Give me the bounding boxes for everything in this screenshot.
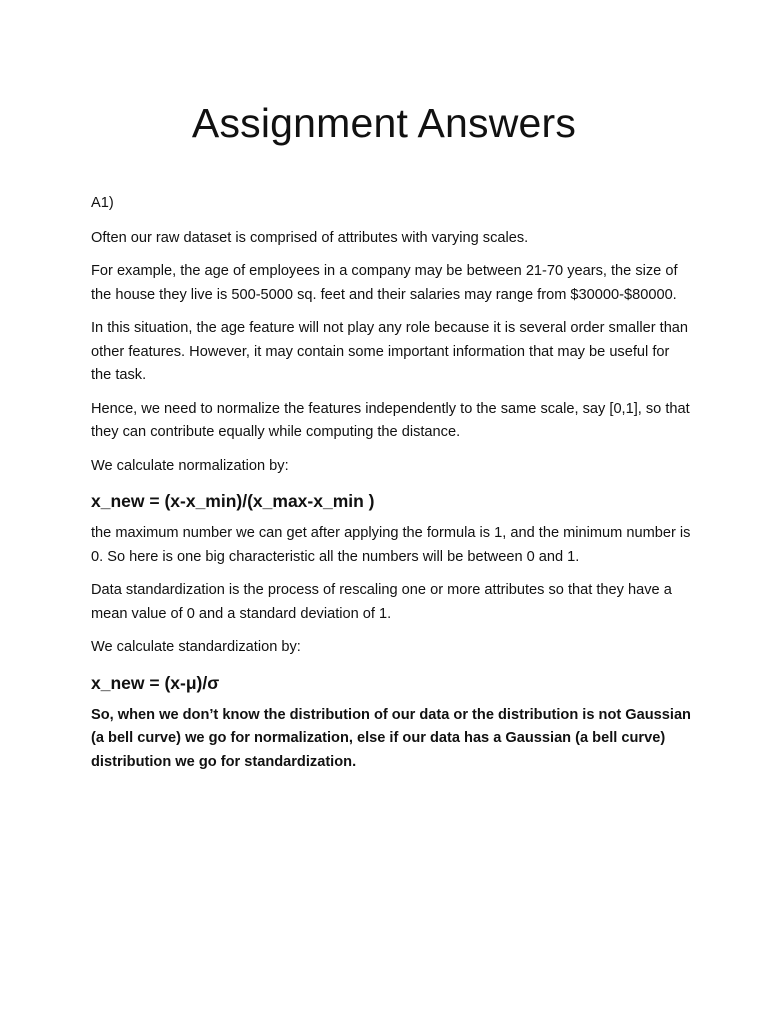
paragraph-intro: Often our raw dataset is comprised of attributes with varying scales. xyxy=(91,229,529,246)
paragraph-normalization-range: the maximum number we can get after applying the formula is 1, and the minimum number is 0. So here is one big characteristic all the numbers will be between 0 and 1. xyxy=(91,525,691,565)
paragraph-example: For example, the age of employees in a company may be between 21-70 years, the size of the house they live is 500-5000 sq. feet and their salaries may range from $30000-$80000. xyxy=(91,263,678,303)
paragraph-conclusion: So, when we don’t know the distribution of our data or the distribution is not Gaussian (a bell curve) we go for normalization, else if our data has a Gaussian (a bell curve) distribution we go for standardization. xyxy=(91,706,691,770)
document-body xyxy=(91,192,691,784)
paragraph-standardization: Data standardization is the process of rescaling one or more attributes so that they have a mean value of 0 and a standard deviation of 1. xyxy=(91,582,672,622)
standardization-formula: x_new = (x-μ)/σ xyxy=(91,672,220,693)
paragraph-normalize: Hence, we need to normalize the features independently to the same scale, say [0,1], so that they can contribute equally while computing the distance. xyxy=(91,400,690,440)
document-title: Assignment Answers xyxy=(191,100,577,146)
paragraph-situation: In this situation, the age feature will not play any role because it is several order smaller than other features. However, it may contain some important information that may be useful for the task. xyxy=(91,320,689,383)
normalization-formula: x_new = (x-x_min)/(x_max-x_min ) xyxy=(91,491,375,511)
paragraph-normalization-intro: We calculate normalization by: xyxy=(91,457,289,474)
section-label: A1) xyxy=(91,195,114,211)
paragraph-standardization-intro: We calculate standardization by: xyxy=(91,639,301,655)
